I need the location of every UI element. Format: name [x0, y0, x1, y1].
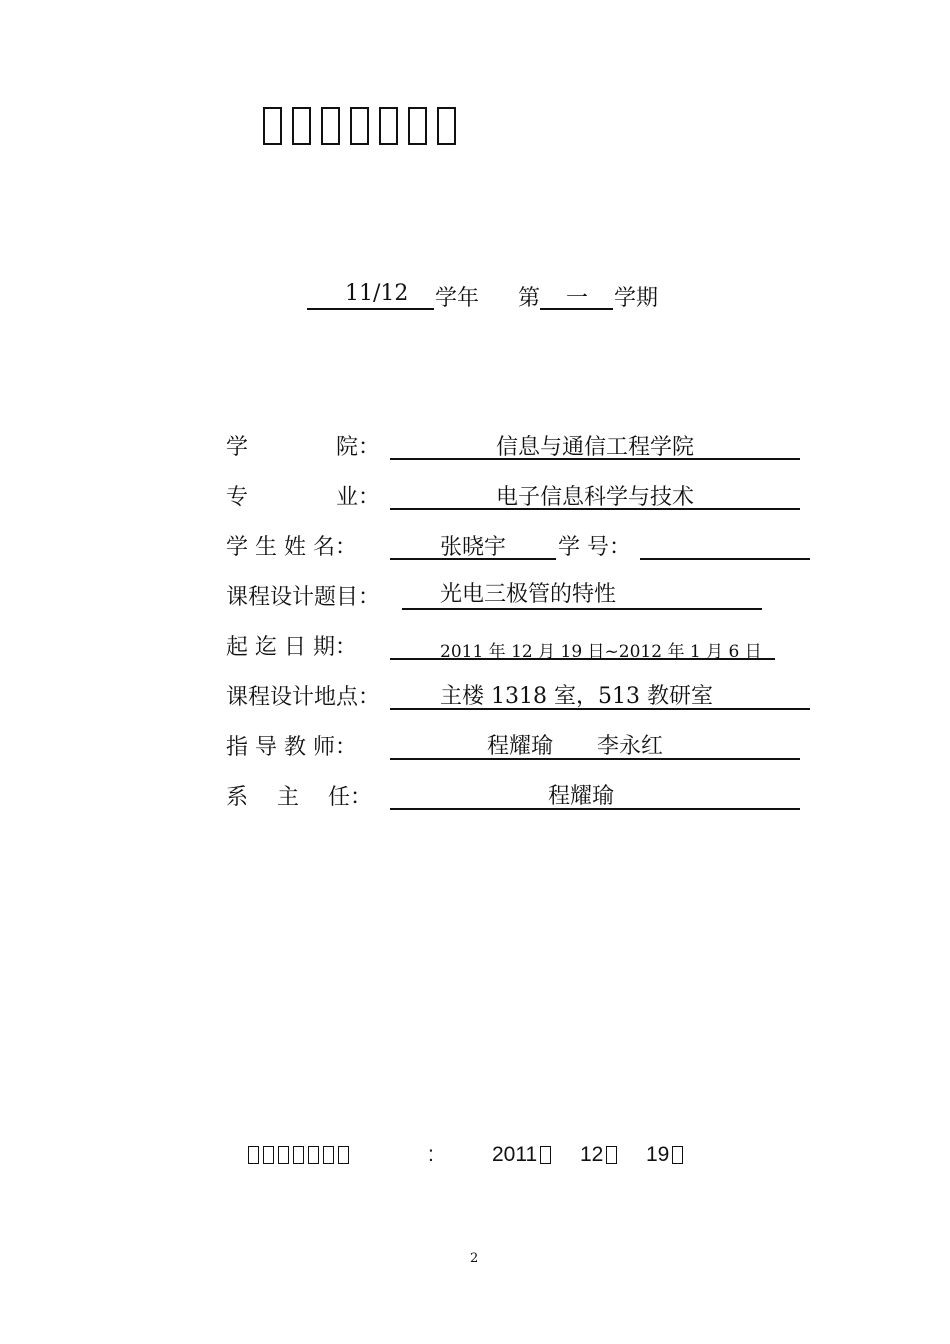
advisor-underline — [390, 758, 800, 760]
department-head-value: 程耀瑜 — [548, 784, 615, 809]
issue-date-month: 12 — [580, 1143, 621, 1167]
student-name-label: 学 生 姓 名： — [226, 535, 357, 560]
major-label: 专 业： — [226, 485, 381, 510]
student-id-underline — [640, 558, 810, 560]
topic-value: 光电三极管的特性 — [440, 582, 617, 607]
page-number: 2 — [470, 1251, 479, 1266]
major-value: 电子信息科学与技术 — [495, 485, 694, 510]
major-underline — [390, 508, 800, 510]
location-value: 主楼 1318 室，513 教研室 — [440, 684, 713, 709]
issue-date-day: 19 — [646, 1143, 687, 1167]
issue-date-label — [248, 1143, 353, 1167]
dates-value: 2011 年 12 月 19 日~2012 年 1 月 6 日 — [440, 642, 762, 662]
term-number: 一 — [566, 286, 589, 311]
student-name-underline — [390, 558, 556, 560]
document-title — [263, 100, 466, 146]
department-head-underline — [390, 808, 800, 810]
college-underline — [390, 458, 800, 460]
student-name-value: 张晓宇 — [439, 535, 506, 560]
issue-date-colon: : — [428, 1143, 434, 1166]
year-underline — [307, 308, 434, 310]
term-underline — [540, 308, 613, 310]
advisor-label: 指 导 教 师： — [226, 735, 357, 760]
dates-underline — [390, 658, 775, 660]
advisor-value: 程耀瑜 李永红 — [487, 734, 664, 759]
term-prefix: 第 — [518, 286, 541, 311]
dates-label: 起 迄 日 期： — [226, 635, 357, 660]
location-label: 课程设计地点： — [226, 685, 381, 710]
college-label: 学 院： — [226, 435, 381, 460]
student-id-label: 学 号： — [558, 535, 631, 560]
location-underline — [390, 708, 810, 710]
college-value: 信息与通信工程学院 — [495, 435, 694, 460]
department-head-label: 系 主 任： — [226, 785, 372, 810]
topic-underline — [402, 608, 762, 610]
term-suffix: 学期 — [614, 286, 659, 311]
year-suffix: 学年 — [435, 286, 480, 311]
issue-date-year: 2011 — [492, 1143, 555, 1167]
academic-year: 11/12 — [345, 281, 409, 306]
topic-label: 课程设计题目： — [226, 585, 381, 610]
